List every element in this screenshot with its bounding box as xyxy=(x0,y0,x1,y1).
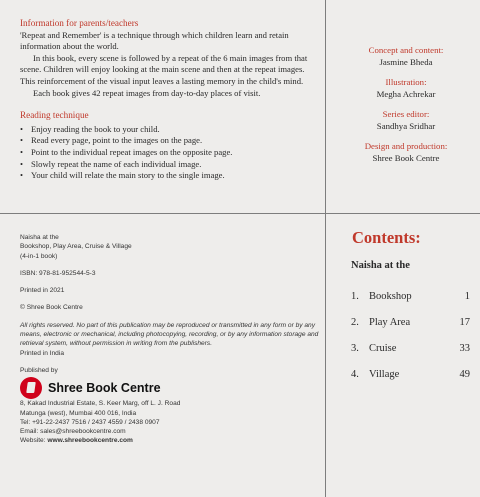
credit-value: Shree Book Centre xyxy=(372,153,440,163)
credit-value: Megha Achrekar xyxy=(376,89,436,99)
parents-info-section xyxy=(20,18,315,182)
copyright: © Shree Book Centre xyxy=(20,304,83,312)
credit-label: Design and production: xyxy=(364,141,448,151)
credit-illustration xyxy=(336,76,476,100)
address-line1: 8, Kakad Industrial Estate, S. Keer Marg, off L. J. Road xyxy=(20,400,181,408)
toc-page: 17 xyxy=(459,317,470,328)
credit-value: Jasmine Bheda xyxy=(379,57,433,67)
reading-technique-list xyxy=(20,124,315,182)
toc-page: 1 xyxy=(464,291,470,302)
list-item: • Point to the individual repeat images on the opposite page. xyxy=(20,147,315,159)
toc-num: 2. xyxy=(351,317,359,328)
toc-row xyxy=(348,317,470,343)
book-title-line2: Bookshop, Play Area, Cruise & Village xyxy=(20,243,132,251)
toc-page: 49 xyxy=(459,369,470,380)
horizontal-divider xyxy=(0,213,480,214)
rights-notice: All rights reserved. No part of this publication may be reproduced or transmitted in any form or by any means, electronic or mechanical, including photocopying, recording, or by any information storage and retrieval system, without permission in writing from the publishers. xyxy=(20,321,319,348)
toc-title: Play Area xyxy=(369,317,411,328)
contents-title: Contents: xyxy=(352,228,421,247)
toc-row xyxy=(348,343,470,369)
toc-row xyxy=(348,291,470,317)
toc-num: 1. xyxy=(351,291,359,302)
vertical-divider xyxy=(325,0,326,497)
toc-num: 4. xyxy=(351,369,359,380)
toc-num: 3. xyxy=(351,343,359,354)
imprint-section xyxy=(20,233,320,446)
printed-in: Printed in India xyxy=(20,349,64,357)
address-line2: Matunga (west), Mumbai 400 016, India xyxy=(20,409,137,417)
contents-section xyxy=(348,228,470,395)
parents-info-heading: Information for parents/teachers xyxy=(20,18,139,28)
parents-info-para2: In this book, every scene is followed by a repeat of the 6 main images from that scene. Children will enjoy looking at the main scene and then at the repeat images. This reinforcement of the visual input leaves a lasting memory in the child's mind. xyxy=(20,52,308,86)
publisher-logo-icon xyxy=(20,377,42,399)
email: Email: sales@shreebookcentre.com xyxy=(20,428,126,436)
toc-title: Village xyxy=(369,369,400,380)
credit-label: Series editor: xyxy=(382,109,430,119)
list-item: • Read every page, point to the images on the page. xyxy=(20,135,315,147)
book-title-line3: (4-in-1 book) xyxy=(20,252,58,260)
publisher-logo xyxy=(20,377,320,399)
credit-series-editor xyxy=(336,108,476,132)
list-item: • Slowly repeat the name of each individual image. xyxy=(20,159,315,171)
contents-subtitle: Naisha at the xyxy=(351,260,410,271)
list-item: • Your child will relate the main story to the single image. xyxy=(20,170,315,182)
credit-concept xyxy=(336,44,476,68)
toc-page: 33 xyxy=(459,343,470,354)
website-line xyxy=(20,436,320,445)
credits-section xyxy=(336,44,476,172)
isbn: ISBN: 978-81-952544-5-3 xyxy=(20,269,96,277)
publisher-name: Shree Book Centre xyxy=(48,380,161,395)
printed-year: Printed in 2021 xyxy=(20,287,65,295)
website-link[interactable]: www.shreebookcentre.com xyxy=(47,437,133,445)
published-by: Published by xyxy=(20,366,58,374)
credit-label: Illustration: xyxy=(385,77,427,87)
phone: Tel: +91-22-2437 7516 / 2437 4559 / 2438 0907 xyxy=(20,418,160,426)
credit-label: Concept and content: xyxy=(368,45,444,55)
book-title-line1: Naisha at the xyxy=(20,234,59,241)
reading-technique-heading: Reading technique xyxy=(20,110,89,121)
toc-row xyxy=(348,369,470,395)
credit-value: Sandhya Sridhar xyxy=(376,121,436,131)
toc-title: Bookshop xyxy=(369,291,412,302)
list-item: • Enjoy reading the book to your child. xyxy=(20,124,315,136)
parents-info-para3: Each book gives 42 repeat images from day-to-day places of visit. xyxy=(33,87,261,98)
credit-design xyxy=(336,140,476,164)
website-label: Website: xyxy=(20,437,46,445)
toc-title: Cruise xyxy=(369,343,397,354)
parents-info-para1: 'Repeat and Remember' is a technique through which children learn and retain information about the world. xyxy=(20,29,289,52)
